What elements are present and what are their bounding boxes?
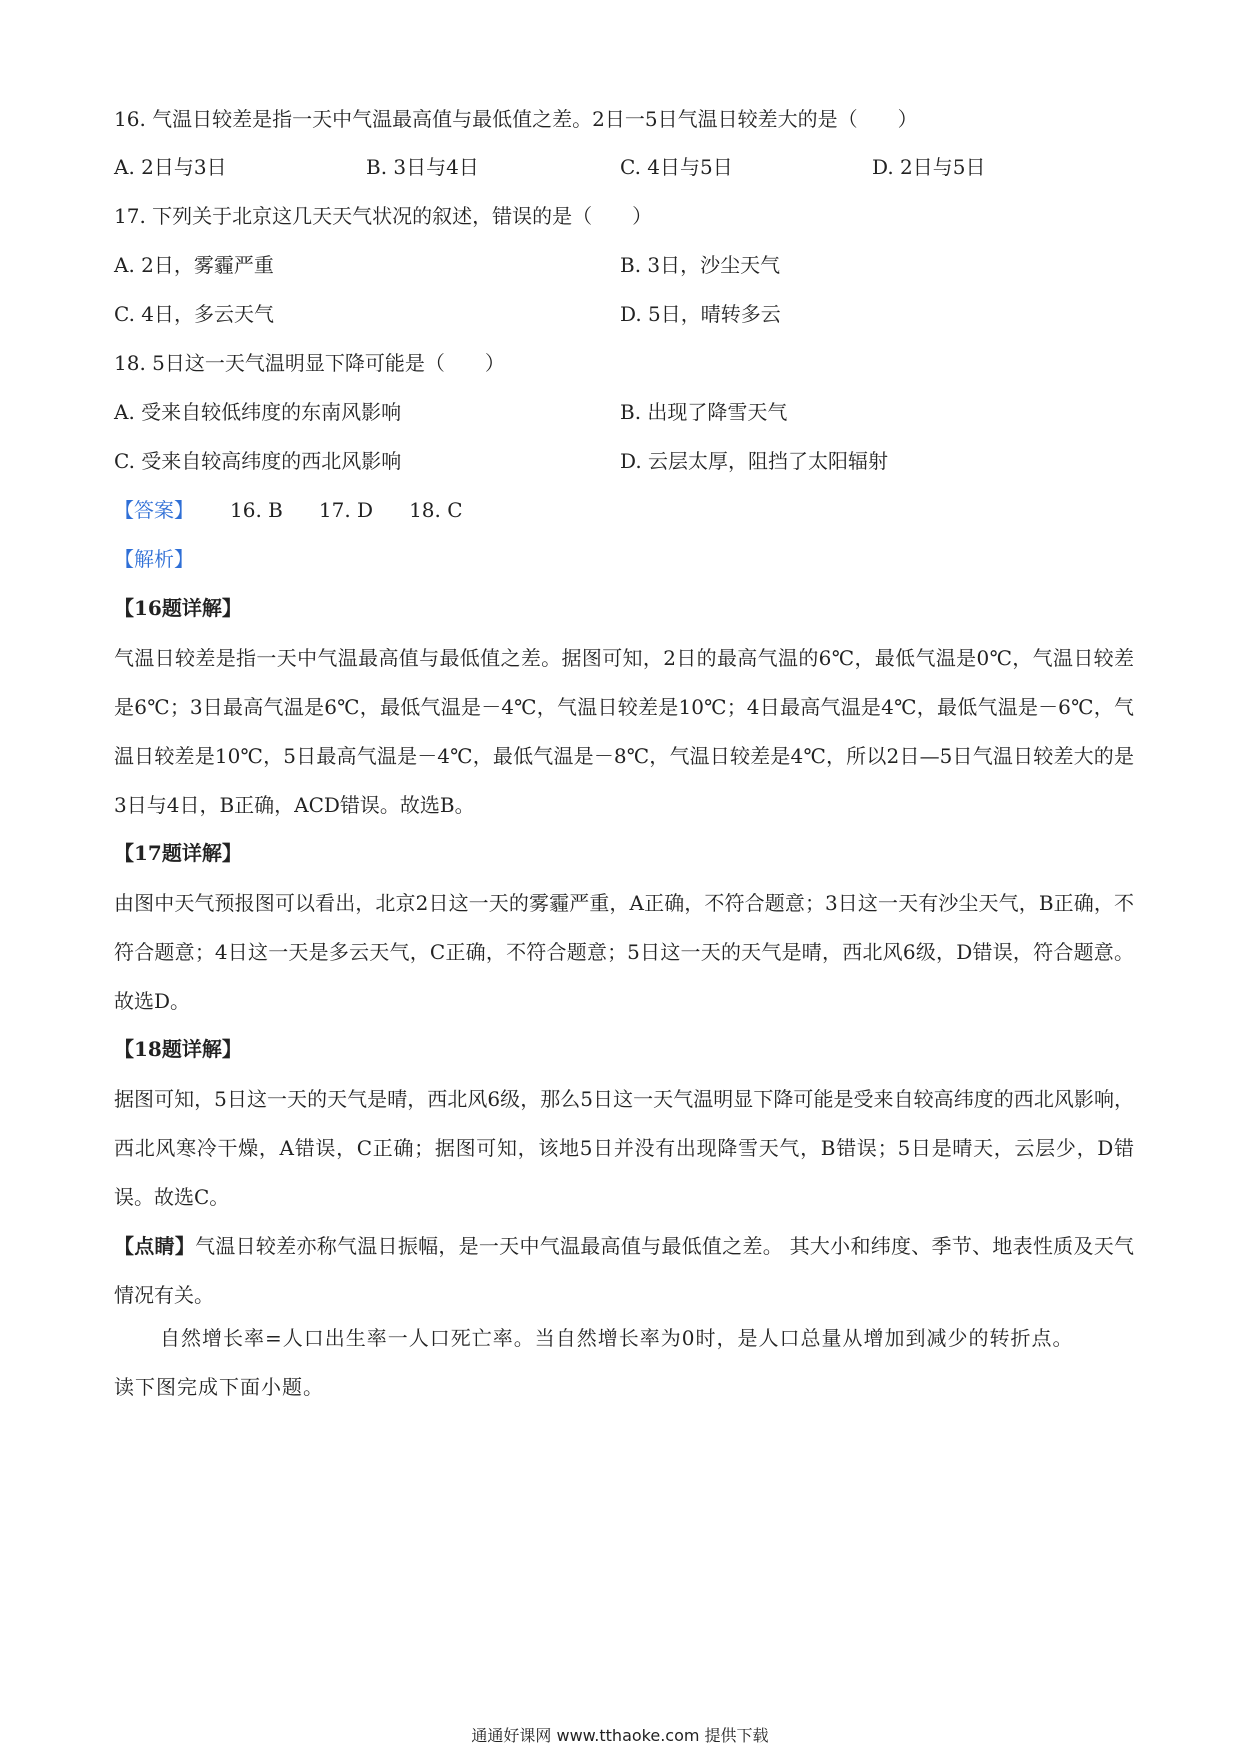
intro-line-2: 读下图完成下面小题。 <box>114 1375 324 1399</box>
q16-option-a: A. 2日与3日 <box>114 155 227 179</box>
tip-label: 【点睛】 <box>114 1234 196 1258</box>
q17-option-b: B. 3日，沙尘天气 <box>620 253 781 277</box>
q16-option-b: B. 3日与4日 <box>366 155 479 179</box>
q18-option-a: A. 受来自较低纬度的东南风影响 <box>114 400 402 424</box>
tip-paragraph <box>114 1222 1134 1320</box>
q17-stem: 17. 下列关于北京这几天天气状况的叙述，错误的是（ ） <box>114 204 653 228</box>
q17-option-a: A. 2日，雾霾严重 <box>114 253 274 277</box>
detail17-heading: 【17题详解】 <box>114 841 242 865</box>
q16-stem: 16. 气温日较差是指一天中气温最高值与最低值之差。2日一5日气温日较差大的是（ ） <box>114 107 918 131</box>
detail18-text: 据图可知，5日这一天的天气是晴，西北风6级，那么5日这一天气温明显下降可能是受来自较高纬度的西北风影响，西北风寒冷干燥，A错误，C正确；据图可知，该地5日并没有出现降雪天气，B错误；5日是晴天，云层少，D错误。故选C。 <box>114 1087 1134 1209</box>
answer-item-16: 16. B <box>230 498 283 522</box>
answer-label: 【答案】 <box>114 498 194 522</box>
detail16-text: 气温日较差是指一天中气温最高值与最低值之差。据图可知，2日的最高气温的6℃，最低气温是0℃，气温日较差是6℃；3日最高气温是6℃，最低气温是－4℃，气温日较差是10℃；4日最高气温是4℃，最低气温是－6℃，气温日较差是10℃，5日最高气温是－4℃，最低气温是－8℃，气温日较差是4℃，所以2日—5日气温日较差大的是3日与4日，B正确，ACD错误。故选B。 <box>114 646 1134 817</box>
answer-line <box>114 495 463 525</box>
q18-option-d: D. 云层太厚，阻挡了太阳辐射 <box>620 449 889 473</box>
q18-option-c: C. 受来自较高纬度的西北风影响 <box>114 449 402 473</box>
q18-option-b: B. 出现了降雪天气 <box>620 400 788 424</box>
tip-text: 气温日较差亦称气温日振幅，是一天中气温最高值与最低值之差。 其大小和纬度、季节、地表性质及天气情况有关。 <box>114 1234 1134 1307</box>
q16-option-c: C. 4日与5日 <box>620 155 733 179</box>
answer-item-18: 18. C <box>409 498 463 522</box>
detail18-heading: 【18题详解】 <box>114 1037 242 1061</box>
q16-option-d: D. 2日与5日 <box>872 155 986 179</box>
analysis-label: 【解析】 <box>114 547 194 571</box>
detail17-text: 由图中天气预报图可以看出，北京2日这一天的雾霾严重，A正确，不符合题意；3日这一天有沙尘天气，B正确，不符合题意；4日这一天是多云天气，C正确，不符合题意；5日这一天的天气是晴，西北风6级，D错误，符合题意。故选D。 <box>114 891 1134 1013</box>
detail16-heading: 【16题详解】 <box>114 596 242 620</box>
footer-source: 通通好课网 www.tthaoke.com 提供下载 <box>471 1726 769 1745</box>
q18-stem: 18. 5日这一天气温明显下降可能是（ ） <box>114 351 505 375</box>
q17-option-d: D. 5日，晴转多云 <box>620 302 781 326</box>
answer-item-17: 17. D <box>318 498 374 522</box>
q17-option-c: C. 4日，多云天气 <box>114 302 275 326</box>
intro-line-1: 自然增长率=人口出生率一人口死亡率。当自然增长率为0时，是人口总量从增加到减少的转折点。 <box>160 1326 1074 1350</box>
